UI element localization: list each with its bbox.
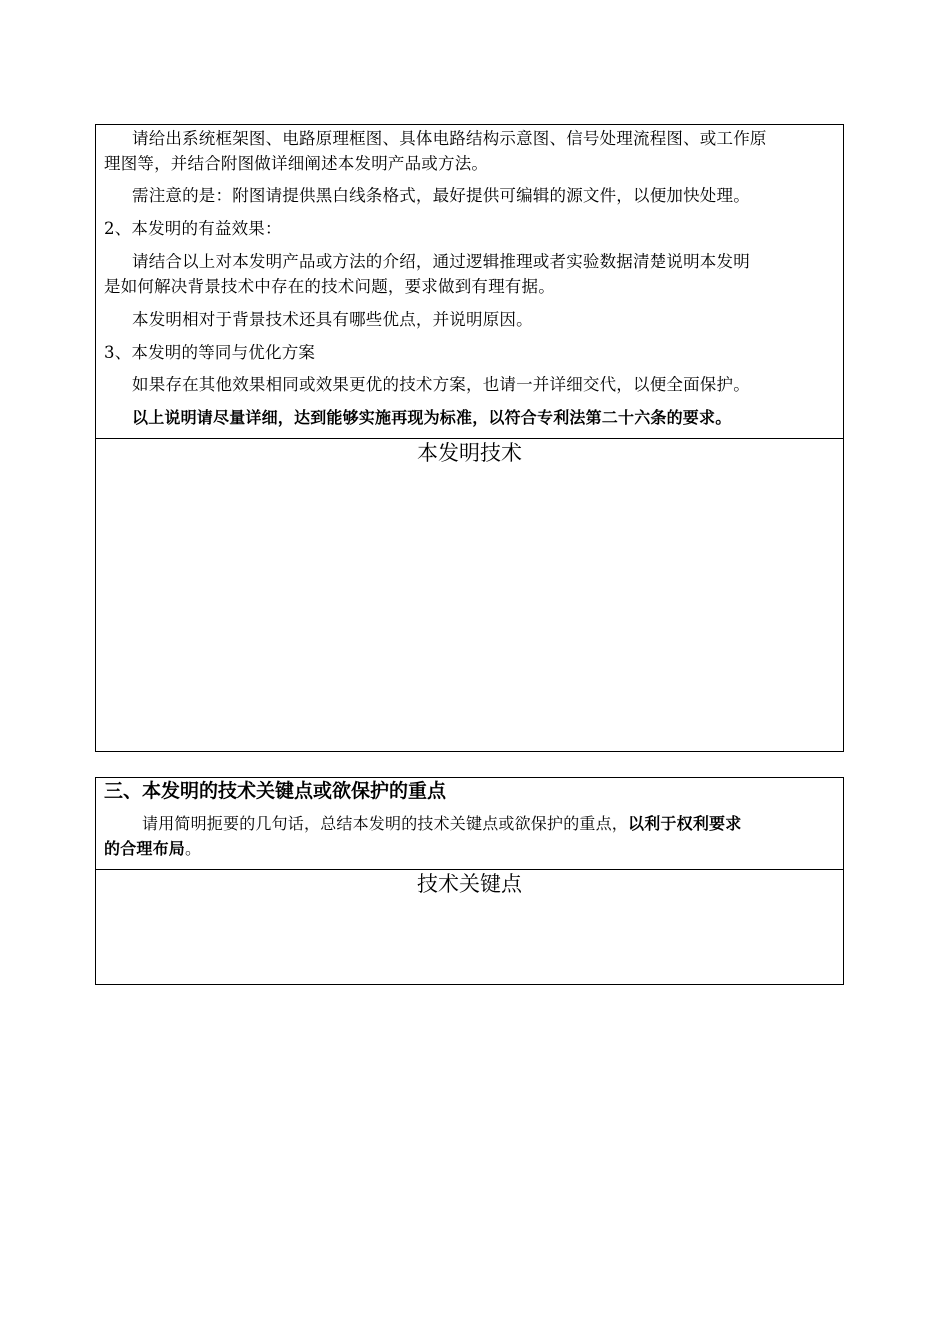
section-3-description-bold-1: 以利于权利要求	[628, 814, 742, 833]
section-3-description-normal: 请用简明扼要的几句话，总结本发明的技术关键点或欲保护的重点，	[142, 814, 629, 833]
key-points-answer-box[interactable]	[95, 869, 844, 985]
section-3-description-end: 。	[185, 839, 202, 858]
guide-line-1b: 理图等，并结合附图做详细阐述本发明产品或方法。	[104, 154, 489, 173]
section-3-heading: 三、本发明的技术关键点或欲保护的重点	[104, 780, 447, 802]
guide-line-3a: 请结合以上对本发明产品或方法的介绍，通过逻辑推理或者实验数据清楚说明本发明	[132, 252, 750, 271]
guide-line-6-bold: 以上说明请尽量详细，达到能够实施再现为标准，以符合专利法第二十六条的要求。	[132, 408, 732, 427]
key-points-guide-box	[95, 777, 844, 870]
section-3-description-bold-2: 的合理布局	[104, 839, 186, 858]
guide-line-5: 如果存在其他效果相同或效果更优的技术方案，也请一并详细交代，以便全面保护。	[132, 375, 750, 394]
invention-guide-box	[95, 124, 844, 439]
guide-line-2: 需注意的是：附图请提供黑白线条格式，最好提供可编辑的源文件，以便加快处理。	[132, 186, 750, 205]
guide-line-4: 本发明相对于背景技术还具有哪些优点，并说明原因。	[132, 310, 533, 329]
section-3-description-line-1	[104, 811, 837, 836]
beneficial-effects-heading: 2、本发明的有益效果：	[104, 219, 282, 238]
invention-technology-title: 本发明技术	[417, 441, 522, 465]
guide-line-1a: 请给出系统框架图、电路原理框图、具体电路结构示意图、信号处理流程图、或工作原	[132, 129, 767, 148]
key-points-title: 技术关键点	[417, 872, 522, 896]
section-3-description-line-2	[104, 836, 837, 861]
equivalent-solutions-heading: 3、本发明的等同与优化方案	[104, 343, 316, 362]
invention-technology-answer-box[interactable]	[95, 438, 844, 752]
guide-line-3b: 是如何解决背景技术中存在的技术问题，要求做到有理有据。	[104, 277, 555, 296]
